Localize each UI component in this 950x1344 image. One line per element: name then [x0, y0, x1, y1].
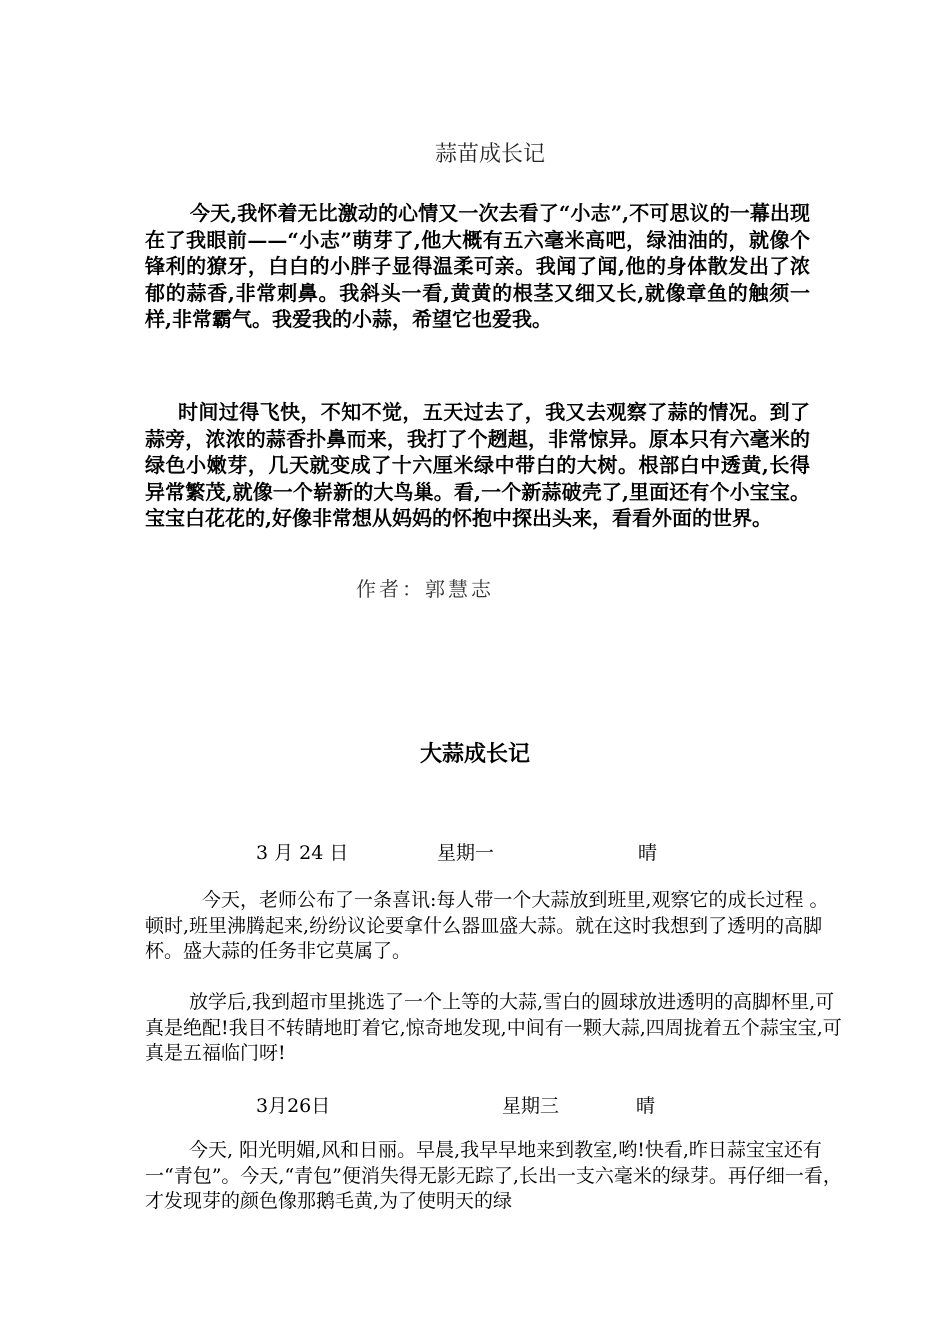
article1-paragraph-1: 今天,我怀着无比激动的心情又一次去看了“小志”,不可思议的一幕出现在了我眼前——“小志”萌芽了,他大概有五六毫米高吧，绿油油的，就像个锋利的獠牙，白白的小胖子显得温柔可亲。我闻了闻,他的身体散发出了浓郁的蒜香,非常刺鼻。我斜头一看,黄黄的根茎又细又长,就像章鱼的触须一样,非常霸气。我爱我的小蒜，希望它也爱我。: [145, 201, 810, 331]
entry1-paragraph-2: 放学后,我到超市里挑选了一个上等的大蒜,雪白的圆球放进透明的高脚杯里,可真是绝配!我目不转睛地盯着它,惊奇地发现,中间有一颗大蒜,四周拢着五个蒜宝宝,可真是五福临门呀!: [145, 991, 842, 1064]
entry2-date: 3月26日: [256, 1095, 331, 1117]
entry1-weather: 晴: [638, 842, 658, 864]
entry2-paragraph-1: 今天, 阳光明媚,风和日丽。早晨,我早早地来到教室,哟!快看,昨日蒜宝宝还有一“青包”。今天,“青包”便消失得无影无踪了,长出一支六毫米的绿芽。再仔细一看，才发现芽的颜色像那鹅毛黄,为了使明天的绿: [145, 1139, 842, 1212]
article1-paragraph-2: 时间过得飞快，不知不觉，五天过去了，我又去观察了蒜的情况。到了蒜旁，浓浓的蒜香扑鼻而来，我打了个趔趄，非常惊异。原本只有六毫米的绿色小嫩芽，几天就变成了十六厘米绿中带白的大树。根部白中透黄,长得异常繁茂,就像一个崭新的大鸟巢。看,一个新蒜破壳了,里面还有个小宝宝。宝宝白花花的,好像非常想从妈妈的怀抱中探出头来，看看外面的世界。: [145, 400, 810, 530]
entry2-weekday: 星期三: [502, 1095, 560, 1117]
article1-author: 作者：郭慧志: [356, 577, 494, 601]
entry1-paragraph-1: 今天，老师公布了一条喜讯:每人带一个大蒜放到班里,观察它的成长过程 。顿时,班里沸腾起来,纷纷议论要拿什么器皿盛大蒜。就在这时我想到了透明的高脚杯。盛大蒜的任务非它莫属了。: [145, 889, 829, 962]
article2-title: 大蒜成长记: [419, 741, 530, 767]
entry1-weekday: 星期一: [437, 842, 495, 864]
article1-title: 蒜苗成长记: [434, 142, 545, 167]
entry1-date: 3 月 24 日: [256, 842, 349, 864]
entry2-weather: 晴: [636, 1095, 656, 1117]
